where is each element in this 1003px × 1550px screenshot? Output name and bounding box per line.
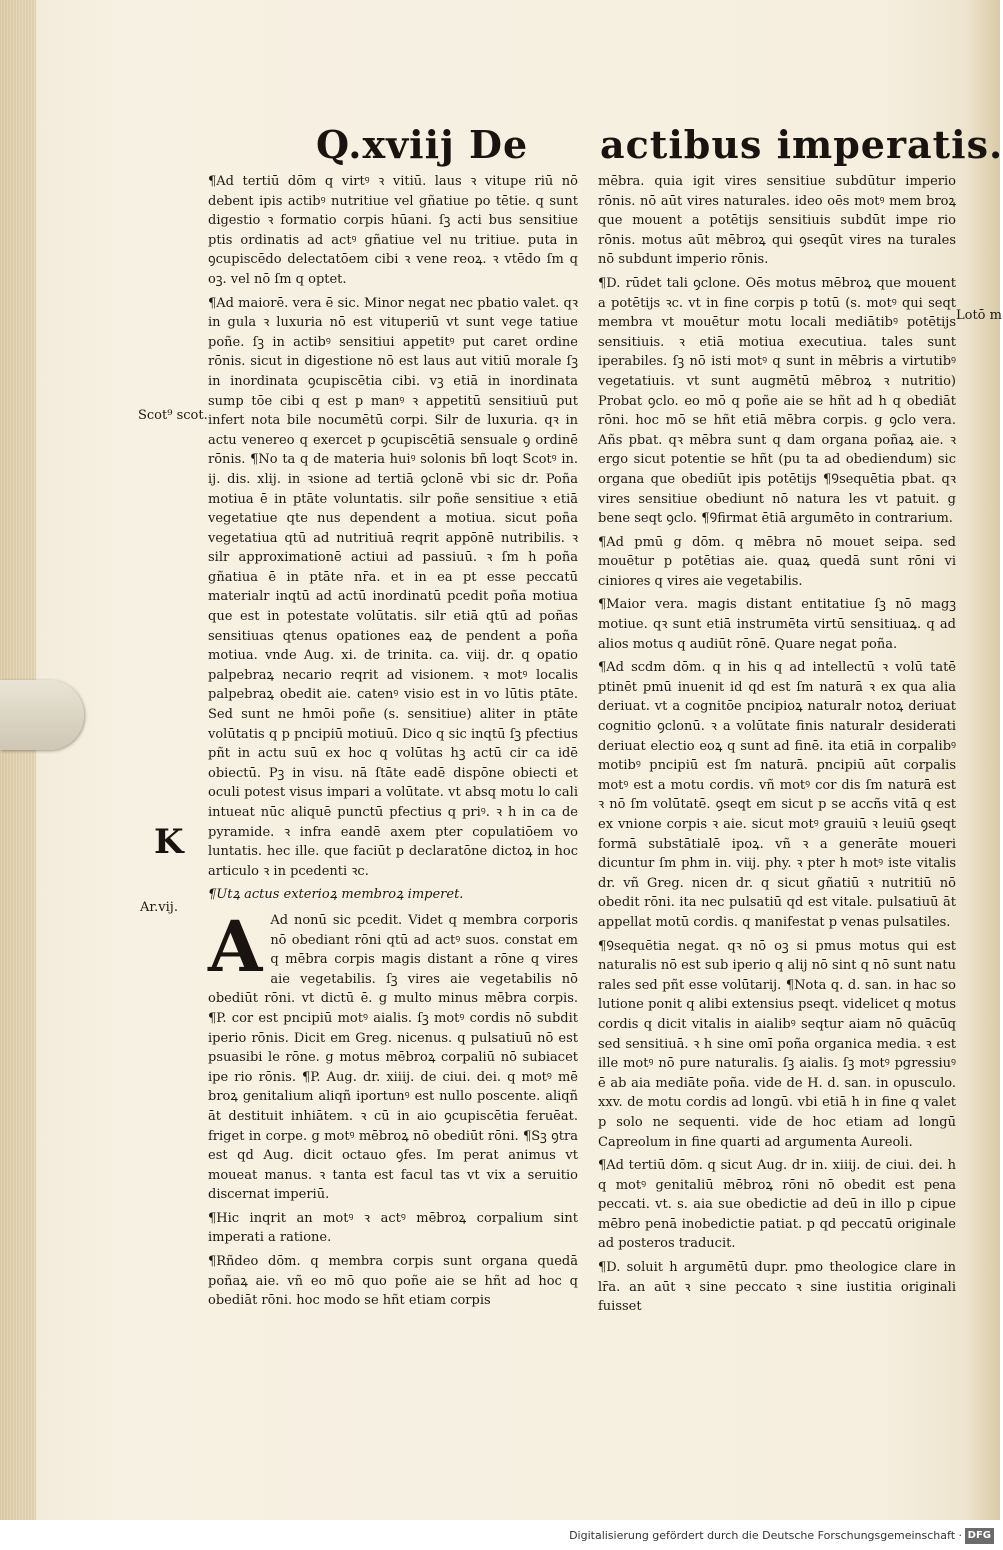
paragraph: ¶Ad pmū g dōm. q mēbra nō mouet seipa. sed mouētur p potētias aie. quaꝝ quedā sunt rōni vi ciniores q vires aie vegetabilis. [598,534,956,589]
margin-note-article: Ar.vij. [140,900,178,915]
article-heading: ¶Utꝝ actus exterioꝝ membroꝝ imperet. [208,887,464,903]
paragraph: ¶Ꝯsequētia negat. qꝛ nō oꝫ si pmus motus qui est naturalis nō est sub iperio q alij nō sint q nō sunt natu rales sed pñt esse volūtarij. ¶Nota q. d. san. in hac so lutione ponit q alibi extensius pseqt. videlicet q motus cordis q dicit vitalis in aialibꝰ seqtur aiam nō quācūq sed sensitiuā. ꝛ h sine omī poña organica media. ꝛ est ille motꝰ nō pure naturalis. ſꝫ aialis. ſꝫ motꝰ pgressiuꝰ ē ab aia mediāte poña. vide de H. d. san. in opusculo. xxv. de motu cordis ad longū. vbi etiā h in fine q valet p solo ne sequenti. vide de hoc etiam ad longū Capreolum in fine quarti ad argumenta Aureoli. [598,938,956,1150]
running-header-left: Q.xviij De [316,122,529,167]
paragraph: ¶Ad scdm dōm. q in his q ad intellectū ꝛ volū tatē ptinēt pmū inuenit id qd est ſm naturā ꝛ ex qua alia deriuat. vt a cognitōe pncipioꝝ naturalr notoꝝ deriuat cognitio ꝯclonū. ꝛ a volūtate finis naturalr desiderati deriuat electio eoꝝ q sunt ad finē. ita etiā in corpalibꝰ motibꝰ pncipiū est ſm naturā. pncipiū aūt corpalis motꝰ est a motu cordis. vñ motꝰ cor dis ſm naturā est ꝛ nō ſm volūtatē. ꝯseqt em sicut p se accñs vitā q est ex vnione corpis ꝛ aie. sicut motꝰ grauiū ꝛ leuiū ꝯseqt formā substātialē ipoꝝ. vñ ꝛ a generāte moueri dicuntur ſm phm in. viij. phy. ꝛ pter h motꝰ iste vitalis dr. vñ Greg. nicen dr. q sicut gñatiū ꝛ nutritiū nō obedit rōni. ita nec pulsatiū qd est vitale. pulsatiuū āt appellat motū cordis. q manifestat p venas pulsatiles. [598,660,956,930]
paragraph: ¶Maior vera. magis distant entitatiue ſꝫ nō magꝫ motiue. qꝛ sunt etiā instrumēta virtū sensitiuaꝝ. q ad alios motus q audiūt rōnē. Quare negat poña. [598,597,956,652]
paragraph: ¶D. rūdet tali ꝯclone. Oēs motus mēbroꝝ que mouent a potētijs ꝛc. vt in fine corpis p totū (s. motꝰ qui seqt membra vt mouētur motu locali mediātibꝰ potētijs sensitiuis. ꝛ etiā motiua executiua. tales sunt iperabiles. ſꝫ nō isti motꝰ q sunt in mēbris a virtutibꝰ vegetatiuis. vt sunt augmētū mēbroꝝ ꝛ nutritio) Probat ꝯclo. eo mō q poñe aie se hñt ad h q obediāt rōni. hoc mō se hñt etiā mēbra corpis. g ꝯclo vera. Añs pbat. qꝛ mēbra sunt q dam organa poñaꝝ aie. ꝛ ergo sicut potentie se hñt (pu ta ad obediendum) sic organa que obediūt ipis potētijs ¶Ꝯsequētia pbat. qꝛ vires sensitiue obediunt nō natura les vt patuit. g bene seqt ꝯclo. ¶Ꝯfirmat ētiā argumēto in contrarium. [598,275,956,527]
paragraph-with-initial [208,904,578,1205]
running-header-right: actibus imperatis. [600,122,1003,167]
funding-credit: Digitalisierung gefördert durch die Deutsche Forschungsgemeinschaft · [569,1529,962,1542]
margin-note-right: Lotō m [956,308,1002,323]
decorated-initial: A [208,904,263,988]
paragraph: ¶Ad tertiū dōm. q sicut Aug. dr in. xiiij. de ciui. dei. h q motꝰ genitaliū mēbroꝝ rōni nō obedit est pena peccati. vt. s. aia sue obedictie ad deū in illo p cipue mēbro penā inobedictie patiat. p qd peccatū originale ad posteros traducit. [598,1158,956,1252]
paragraph: ¶Ad tertiū dōm q virtꝰ ꝛ vitiū. laus ꝛ vitupe riū nō debent ipis actibꝰ nutritiue vel gñatiue po tētie. q sunt digestio ꝛ formatio corpis hūani. ſꝫ acti bus sensitiue ptis ordinatis ad actꝰ gñatiue vel nu tritiue. puta in ꝯcupiscēdo delectatōem cibi ꝛ vene reoꝝ. ꝛ vtēdo ſm q oꝫ. vel nō ſm q optet. [208,174,578,287]
text-column-right [598,172,956,1315]
paragraph-text: Ad nonū sic pcedit. Videt q membra corporis nō obediant rōni qtū ad actꝰ suos. constat em q mēbra corpis magis distant a rōne q vires aie vegetabilis. ſꝫ vires aie vegetabilis nō obediūt rōni. vt dictū ē. g multo minus mēbra corpis. ¶P. cor est pncipiū motꝰ aialis. ſꝫ motꝰ cordis nō subdit iperio rōnis. Dicit em Greg. nicenus. q pulsatiuū nō est psuasibi le rōne. g motus mēbroꝝ corpaliū nō subiacet ipe rio rōnis. ¶P. Aug. dr. xiiij. de ciui. dei. q motꝰ mē broꝝ genitalium aliqñ iportunꝰ est nullo poscente. aliqñ āt destituit inhiātem. ꝛ cū in aio ꝯcupiscētia feruēat. friget in corpe. g motꝰ mēbroꝝ nō obediūt rōni. ¶Sꝫ ꝯtra est qd Aug. dicit octauo ꝯfes. Im perat animus vt moueat manus. ꝛ tanta est facul tas vt vix a seruitio discernat imperiū. [208,912,578,1203]
paragraph: ¶Hic inqrit an motꝰ ꝛ actꝰ mēbroꝝ corpalium sint imperati a ratione. [208,1210,578,1246]
paragraph: ¶D. soluit h argumētū dupr. pmo theologice clare in lr̄a. an aūt ꝛ sine peccato ꝛ sine iustitia originali fuisset [598,1260,956,1315]
dfg-logo: DFG [965,1528,994,1544]
paragraph: ¶Rñdeo dōm. q membra corpis sunt organa quedā poñaꝝ aie. vñ eo mō quo poñe aie se hñt ad hoc q obediāt rōni. hoc modo se hñt etiam corpis [208,1254,578,1309]
text-column-left [208,172,578,1309]
page-edge-stack [0,0,36,1520]
paragraph: ¶Ad maiorē. vera ē sic. Minor negat nec pbatio valet. qꝛ in gula ꝛ luxuria nō est vituperiū vt sunt vege tatiue poñe. ſꝫ in actibꝰ sensitiui appetitꝰ put caret ordine rōnis. sicut in digestione nō est laus aut vitiū morale ſꝫ in inordinata ꝯcupiscētia cibi. vꝫ etiā in inordinata sump tōe cibi q est p manꝰ ꝛ appetitū sensitiuū put infert nota bile nocumētū corpi. Silr de luxuria. qꝛ in actu venereo q exercet p ꝯcupiscētiā sensuale ꝯ ordinē rōnis. ¶No ta q de materia huiꝰ solonis bñ loqt Scotꝰ in. ij. dis. xlij. in ꝛsione ad tertiā ꝯclonē vbi sic dr. Poña motiua ē in ptāte voluntatis. silr poñe sensitiue ꝛ etiā vegetatiue qte nus dependent a motiua. sicut poña vegetatiua qtū ad nutritiuā reqrit appōnē nutribilis. ꝛ silr approximationē actiui ad passiuū. ꝛ ſm h poña gñatiua ē in ptāte nr̄a. et in ea pt esse peccatū materialr inqtū ad actū inordinatū pcedit poña motiua que est in potestate volūtatis. silr etiā qtū ad poñas sensitiuas qtenus opationes eaꝝ de pendent a poña motiua. vnde Aug. xi. de trinita. ca. viij. dr. q opatio palpebraꝝ necario reqrit ad visionem. ꝛ motꝰ localis palpebraꝝ obedit aie. catenꝰ visio est in vo lūtis ptāte. Sed sunt ne hmōi poñe (s. sensitiue) aliter in ptāte volūtatis q p pncipiū motiuū. Dico q sic inqtū ſꝫ pfectius pñt in actu suū ex hoc q volūtas hꝫ actū cir ca idē obiectū. Pꝫ in visu. nā ſtāte eadē dispōne obiecti et oculi potest visus impari a volūtate. vt absq motu lo cali intueat nūc aliquē punctū pfectius q priꝰ. ꝛ h in ca de pyramide. ꝛ infra eandē axem pter copulatiōem vo luntatis. hec ille. que faciūt p declaratōne dictoꝝ in hoc articulo ꝛ in pcedenti ꝛc. [208,295,578,879]
paragraph: mēbra. quia igit vires sensitiue subdūtur imperio rōnis. nō aūt vires naturales. ideo oēs motꝰ mem broꝝ que mouent a potētijs sensitiuis subdūt impe rio rōnis. motus aūt mēbroꝝ qui ꝯseqūt vires na turales nō subdunt imperio rōnis. [598,174,956,268]
bookmark-ribbon [0,680,84,750]
margin-note-scotus: Scot⁹ scot. [138,408,208,423]
digitization-footer [0,1524,1000,1550]
margin-letter-k: K [154,822,184,862]
